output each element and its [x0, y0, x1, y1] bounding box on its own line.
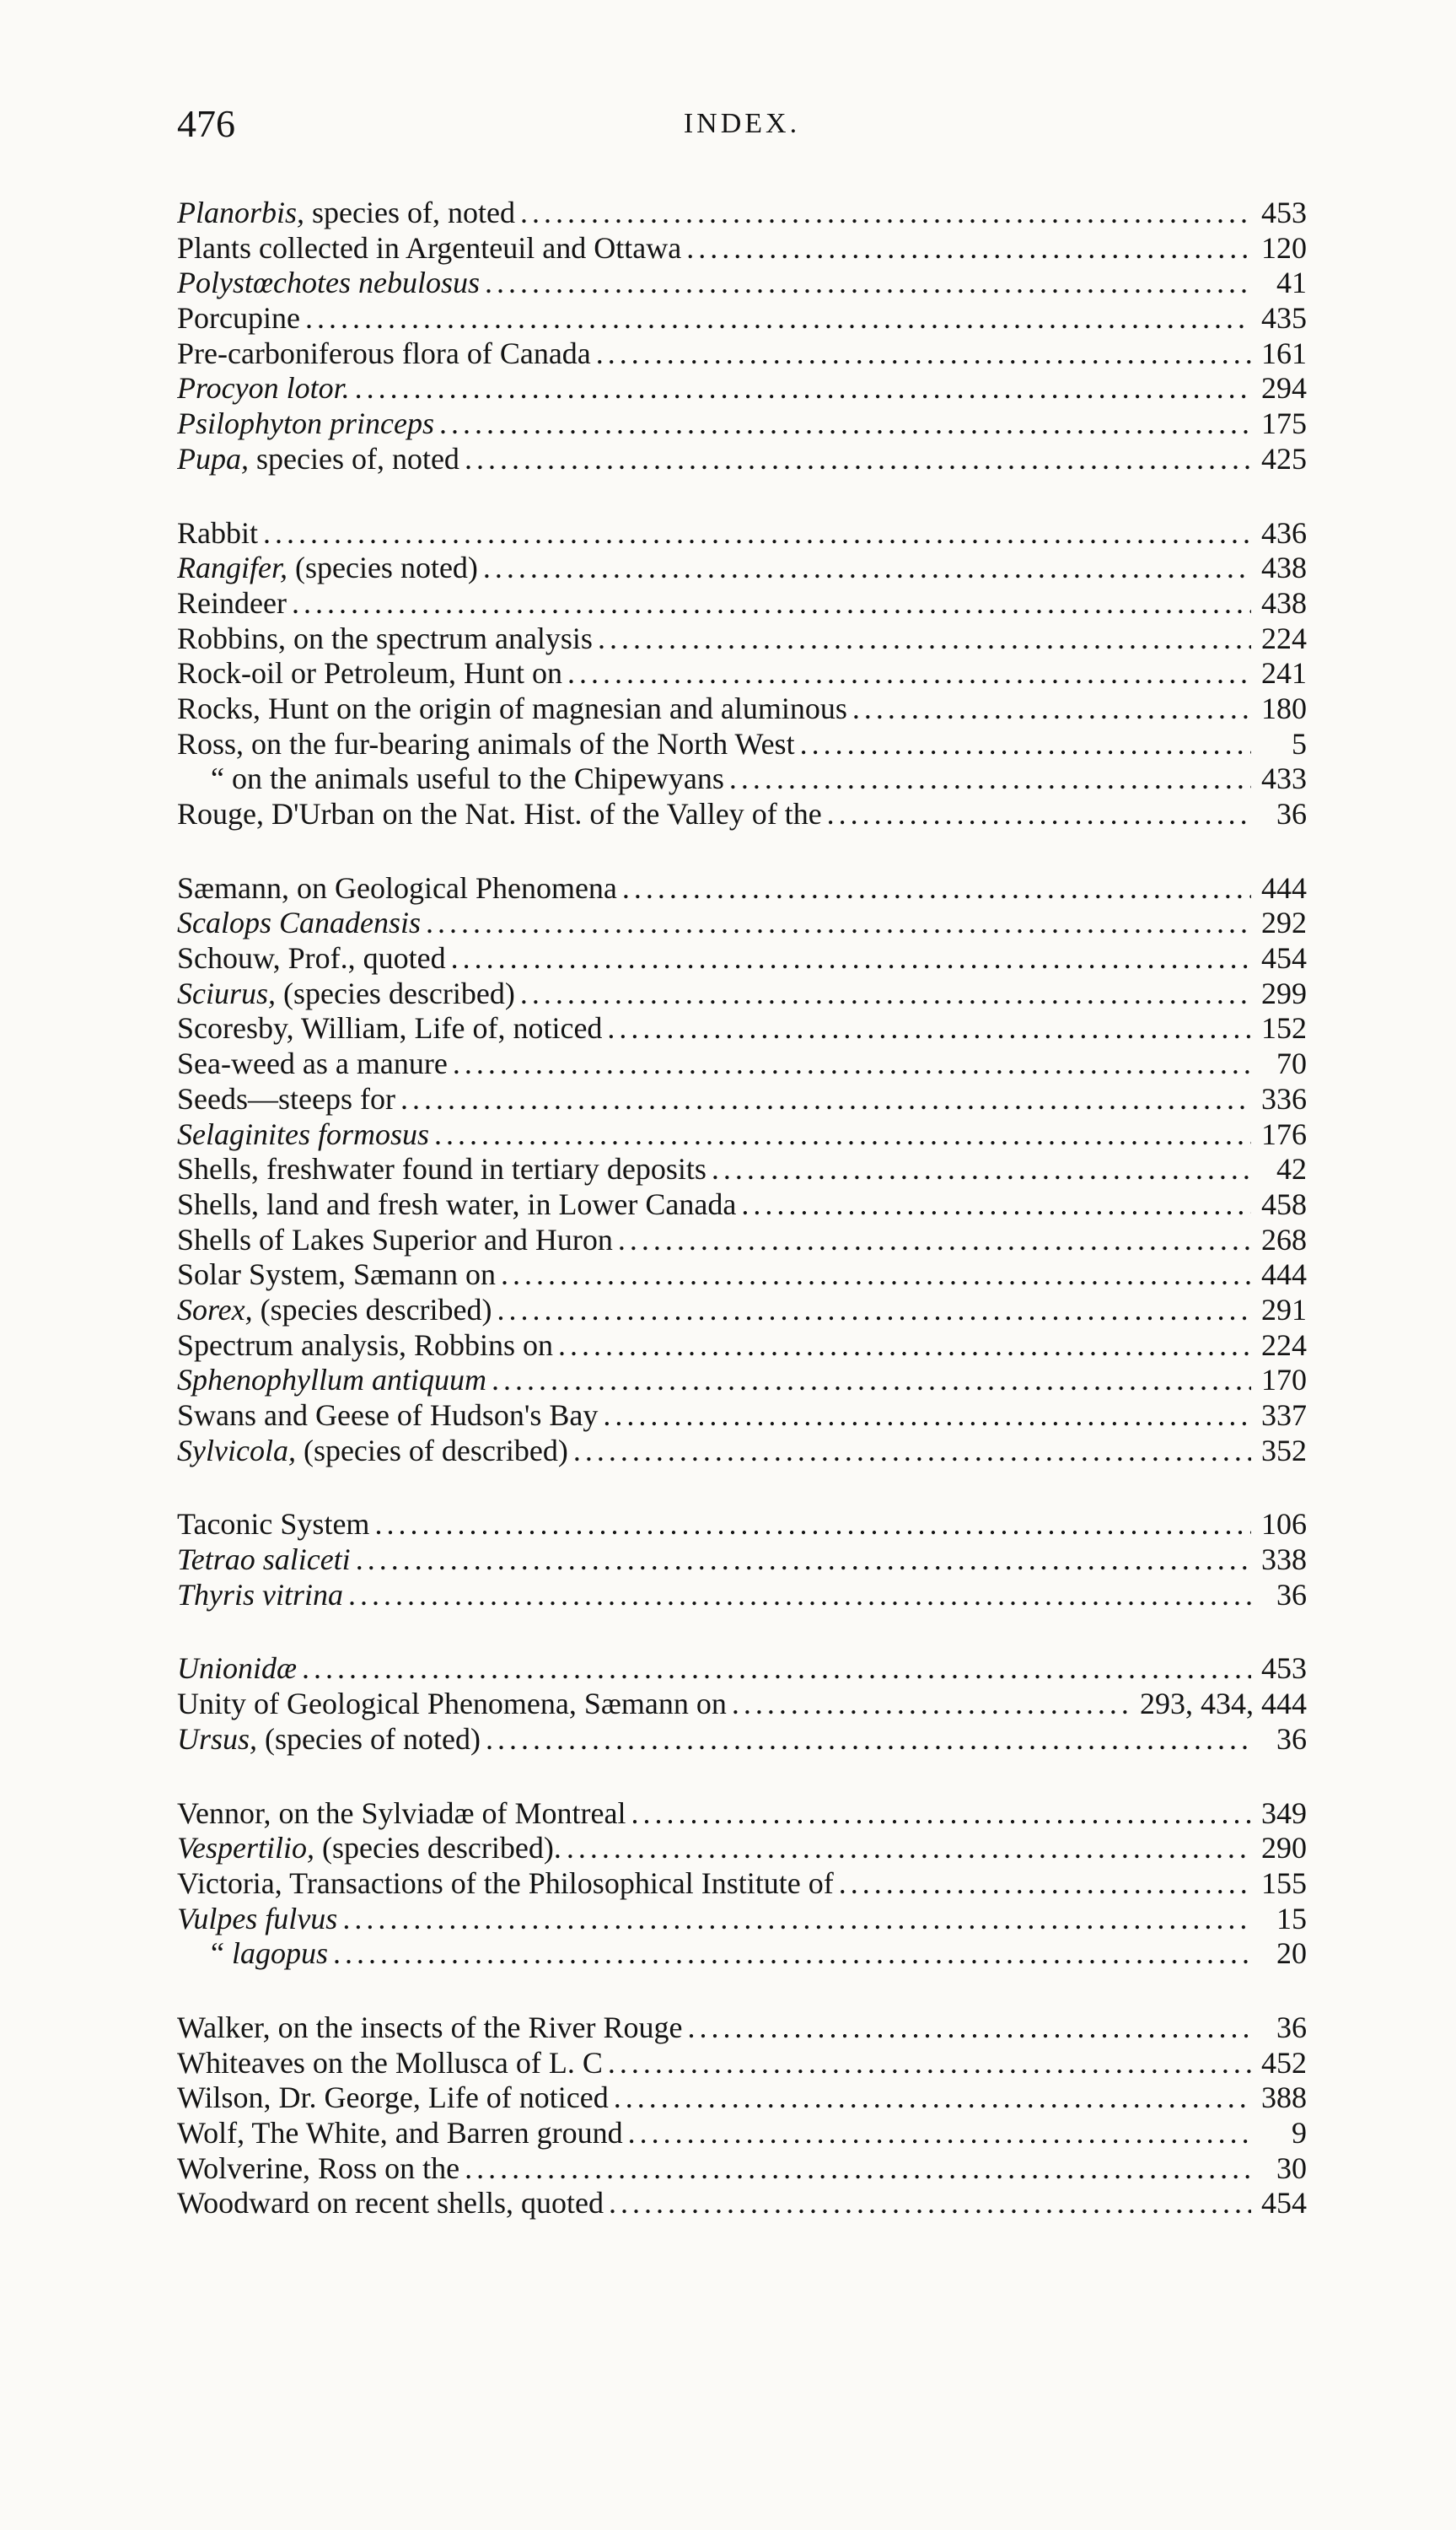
- entry-page-number: 268: [1261, 1222, 1307, 1257]
- entry-heading: [177, 551, 478, 586]
- dot-leader: [741, 1187, 1251, 1223]
- entry-heading: [177, 1507, 369, 1542]
- index-entry: [177, 1687, 1307, 1722]
- dot-leader: [852, 692, 1251, 727]
- entry-page-number: 294: [1261, 371, 1307, 406]
- entry-page-number: 425: [1261, 441, 1307, 476]
- dot-leader: [827, 797, 1251, 832]
- entry-page-number: 224: [1261, 621, 1307, 655]
- entry-text: Pre-carboniferous flora of Canada: [177, 336, 591, 370]
- index-group: [177, 196, 1307, 477]
- index-entry: [177, 442, 1307, 477]
- entry-heading: [177, 1434, 568, 1469]
- dot-leader: [465, 442, 1251, 477]
- entry-page-number: 436: [1261, 515, 1307, 550]
- index-entry: [177, 1651, 1307, 1687]
- entry-text: Taconic System: [177, 1507, 370, 1542]
- index-entry: [177, 551, 1307, 586]
- entry-italic-term: Selaginites formosus: [177, 1117, 430, 1151]
- entry-page-number: 453: [1261, 196, 1307, 229]
- index-list: [177, 196, 1307, 2260]
- dot-leader: [485, 266, 1251, 301]
- dot-leader: [628, 2116, 1251, 2151]
- entry-qualifier: (species noted): [287, 551, 478, 585]
- entry-page-number: 444: [1261, 870, 1307, 905]
- entry-heading: [177, 2046, 603, 2081]
- index-entry: [177, 1866, 1307, 1902]
- entry-heading: [177, 762, 724, 797]
- entry-heading: [177, 656, 562, 692]
- entry-text: Whiteaves on the Mollusca of L. C: [177, 2045, 603, 2080]
- entry-qualifier: (species described).: [314, 1831, 561, 1865]
- entry-page-number: 36: [1276, 1721, 1307, 1756]
- dot-leader: [839, 1866, 1251, 1902]
- entry-italic-term: Tetrao saliceti: [177, 1542, 351, 1577]
- entry-text: Woodward on recent shells, quoted: [177, 2186, 604, 2220]
- entry-page-number: 352: [1261, 1433, 1307, 1467]
- entry-heading: [177, 336, 591, 372]
- index-entry: [177, 622, 1307, 657]
- dot-leader: [355, 371, 1251, 406]
- entry-text: Wilson, Dr. George, Life of noticed: [177, 2081, 609, 2115]
- entry-heading: [177, 1687, 727, 1722]
- index-entry: [177, 1117, 1307, 1153]
- index-entry: [177, 1722, 1307, 1758]
- entry-italic-term: Scalops Canadensis: [177, 906, 422, 940]
- entry-qualifier: (species described): [276, 976, 515, 1010]
- entry-italic-term: Ursus,: [177, 1721, 258, 1756]
- dot-leader: [302, 1651, 1251, 1687]
- entry-italic-term: Polystœchotes nebulosus: [177, 266, 480, 300]
- index-entry: [177, 2151, 1307, 2187]
- index-entry: [177, 727, 1307, 762]
- index-entry: [177, 1047, 1307, 1082]
- index-entry: [177, 762, 1307, 797]
- index-entry: [177, 516, 1307, 552]
- entry-page-number: 336: [1261, 1081, 1307, 1116]
- entry-heading: [177, 1011, 602, 1047]
- dot-leader: [400, 1082, 1251, 1117]
- dot-leader: [501, 1257, 1251, 1293]
- dot-leader: [686, 231, 1251, 266]
- entry-page-number: 120: [1261, 230, 1307, 265]
- entry-page-number: 452: [1261, 2045, 1307, 2080]
- entry-page-number: 299: [1261, 976, 1307, 1010]
- entry-page-number: 338: [1261, 1542, 1307, 1577]
- entry-heading: [177, 1796, 626, 1832]
- entry-italic-term: Procyon lotor.: [177, 371, 350, 406]
- entry-text: Robbins, on the spectrum analysis: [177, 621, 593, 655]
- dot-leader: [598, 622, 1251, 657]
- dot-leader: [603, 1398, 1251, 1434]
- entry-text: Plants collected in Argenteuil and Ottawa: [177, 230, 682, 265]
- entry-italic-term: Sphenophyllum antiquum: [177, 1363, 486, 1397]
- index-entry: [177, 1082, 1307, 1117]
- entry-page-number: 337: [1261, 1398, 1307, 1432]
- entry-qualifier: species of, noted: [304, 196, 515, 229]
- entry-heading: [177, 406, 434, 442]
- dot-leader: [374, 1507, 1251, 1542]
- index-group: [177, 871, 1307, 1469]
- entry-page-number: 9: [1292, 2116, 1307, 2150]
- entry-page-number: 388: [1261, 2081, 1307, 2115]
- entry-italic-term: Vulpes fulvus: [177, 1901, 338, 1935]
- dot-leader: [567, 656, 1251, 692]
- entry-text: Spectrum analysis, Robbins on: [177, 1327, 553, 1362]
- entry-page-number: 438: [1261, 585, 1307, 620]
- entry-text: Rocks, Hunt on the origin of magnesian and aluminous: [177, 691, 847, 725]
- index-group: [177, 2011, 1307, 2221]
- entry-qualifier: (species described): [252, 1292, 492, 1327]
- index-group: [177, 1796, 1307, 1972]
- entry-heading: [177, 797, 822, 832]
- dot-leader: [426, 906, 1251, 941]
- entry-text: Swans and Geese of Hudson's Bay: [177, 1398, 599, 1432]
- entry-heading: [177, 1223, 613, 1258]
- entry-heading: [177, 2151, 459, 2187]
- dot-leader: [486, 1722, 1251, 1758]
- index-entry: [177, 1542, 1307, 1578]
- dot-leader: [263, 516, 1251, 552]
- running-head: INDEX.: [683, 108, 801, 139]
- entry-text: Rabbit: [177, 515, 258, 550]
- entry-page-number: 453: [1261, 1651, 1307, 1686]
- index-entry: [177, 301, 1307, 336]
- entry-page-number: 291: [1261, 1292, 1307, 1327]
- entry-heading: [177, 1542, 351, 1578]
- entry-heading: [177, 941, 446, 977]
- index-entry: [177, 1223, 1307, 1258]
- index-entry: [177, 1328, 1307, 1364]
- entry-page-number: 176: [1261, 1117, 1307, 1151]
- entry-text: “ on the animals useful to the Chipewyans: [211, 762, 724, 796]
- index-entry: [177, 1796, 1307, 1832]
- entry-text: Wolf, The White, and Barren ground: [177, 2116, 623, 2150]
- entry-page-number: 15: [1276, 1901, 1307, 1935]
- dot-leader: [356, 1542, 1251, 1578]
- page-header: [177, 101, 1307, 160]
- index-entry: [177, 1398, 1307, 1434]
- entry-text: Rouge, D'Urban on the Nat. Hist. of the Valley of the: [177, 797, 822, 831]
- entry-page-number: 161: [1261, 336, 1307, 370]
- entry-heading: [177, 586, 287, 622]
- dot-leader: [520, 196, 1251, 231]
- entry-heading: [177, 622, 593, 657]
- entry-heading: [177, 1047, 448, 1082]
- entry-page-number: 152: [1261, 1011, 1307, 1046]
- entry-italic-term: Sylvicola,: [177, 1433, 296, 1467]
- index-group: [177, 1507, 1307, 1612]
- dot-leader: [800, 727, 1251, 762]
- entry-heading: [177, 1722, 481, 1758]
- index-entry: [177, 656, 1307, 692]
- entry-text: Sæmann, on Geological Phenomena: [177, 870, 617, 905]
- index-entry: [177, 692, 1307, 727]
- entry-page-number: 36: [1276, 797, 1307, 831]
- entry-heading: [177, 1398, 598, 1434]
- index-entry: [177, 586, 1307, 622]
- index-entry: [177, 977, 1307, 1012]
- entry-heading: [177, 1082, 395, 1117]
- entry-text: Seeds—steeps for: [177, 1081, 395, 1116]
- index-entry: [177, 1363, 1307, 1398]
- entry-heading: [177, 1293, 492, 1328]
- entry-italic-term: Sorex,: [177, 1292, 253, 1327]
- dot-leader: [483, 551, 1251, 586]
- dot-leader: [434, 1117, 1251, 1153]
- dot-leader: [618, 1223, 1251, 1258]
- dot-leader: [614, 2081, 1251, 2116]
- entry-page-number: 241: [1261, 656, 1307, 691]
- index-entry: [177, 2046, 1307, 2081]
- index-entry: [177, 1936, 1307, 1972]
- index-entry: [177, 871, 1307, 907]
- dot-leader: [439, 406, 1251, 442]
- entry-heading: [177, 2116, 623, 2151]
- dot-leader: [567, 1831, 1251, 1866]
- entry-page-number: 438: [1261, 551, 1307, 585]
- entry-page-number: 175: [1261, 406, 1307, 441]
- dot-leader: [608, 2046, 1251, 2081]
- entry-page-number: 36: [1276, 1577, 1307, 1612]
- entry-heading: [177, 2186, 604, 2221]
- index-entry: [177, 1257, 1307, 1293]
- index-entry: [177, 371, 1307, 406]
- dot-leader: [497, 1293, 1251, 1328]
- entry-text: Solar System, Sæmann on: [177, 1257, 497, 1292]
- index-entry: [177, 406, 1307, 442]
- entry-qualifier: (species of noted): [257, 1721, 481, 1756]
- entry-qualifier: species of, noted: [249, 441, 459, 476]
- entry-heading: [177, 442, 459, 477]
- entry-heading: [177, 1936, 328, 1972]
- entry-text: Shells, land and fresh water, in Lower Canada: [177, 1187, 737, 1221]
- entry-text: Vennor, on the Sylviadæ of Montreal: [177, 1795, 626, 1830]
- entry-page-number: 30: [1276, 2150, 1307, 2185]
- index-entry: [177, 1152, 1307, 1187]
- entry-heading: [177, 1187, 736, 1223]
- entry-text: Ross, on the fur-bearing animals of the North West: [177, 726, 795, 761]
- entry-text: Porcupine: [177, 301, 300, 336]
- dot-leader: [451, 941, 1251, 977]
- entry-text: Wolverine, Ross on the: [177, 2150, 460, 2185]
- entry-text: Unity of Geological Phenomena, Sæmann on: [177, 1687, 727, 1721]
- entry-page-number: 42: [1276, 1152, 1307, 1187]
- entry-page-number: 106: [1261, 1507, 1307, 1542]
- dot-leader: [712, 1152, 1251, 1187]
- entry-page-number: 36: [1276, 2010, 1307, 2044]
- entry-heading: [177, 2011, 683, 2046]
- index-entry: [177, 1902, 1307, 1937]
- entry-italic-term: Thyris vitrina: [177, 1577, 344, 1612]
- entry-heading: [177, 1902, 337, 1937]
- entry-text: Reindeer: [177, 585, 287, 620]
- entry-heading: [177, 2081, 609, 2116]
- dot-leader: [453, 1047, 1251, 1082]
- index-entry: [177, 1831, 1307, 1866]
- dot-leader: [688, 2011, 1251, 2046]
- dot-leader: [732, 1687, 1135, 1722]
- dot-leader: [558, 1328, 1251, 1364]
- entry-heading: [177, 1363, 486, 1398]
- entry-text: Victoria, Transactions of the Philosophical Institute of: [177, 1865, 834, 1900]
- index-entry: [177, 1293, 1307, 1328]
- entry-heading: [177, 516, 258, 552]
- index-entry: [177, 1507, 1307, 1542]
- dot-leader: [573, 1434, 1251, 1469]
- entry-text: Sea-weed as a manure: [177, 1047, 448, 1081]
- dot-leader: [596, 336, 1251, 372]
- entry-page-number: 20: [1276, 1936, 1307, 1971]
- index-entry: [177, 1578, 1307, 1613]
- entry-page-number: 180: [1261, 691, 1307, 725]
- entry-italic-term: Unionidæ: [177, 1651, 298, 1686]
- dot-leader: [729, 762, 1251, 797]
- entry-page-number: 155: [1261, 1865, 1307, 1900]
- entry-italic-term: Sciurus,: [177, 976, 276, 1010]
- entry-page-number: 5: [1292, 726, 1307, 761]
- entry-heading: [177, 1651, 297, 1687]
- entry-text: Scoresby, William, Life of, noticed: [177, 1011, 603, 1046]
- entry-heading: [177, 1117, 429, 1153]
- dot-leader: [465, 2151, 1251, 2187]
- entry-heading: [177, 871, 617, 907]
- entry-page-number: 458: [1261, 1187, 1307, 1221]
- entry-heading: [177, 1831, 561, 1866]
- entry-text: Rock-oil or Petroleum, Hunt on: [177, 656, 562, 691]
- entry-page-number: 224: [1261, 1327, 1307, 1362]
- dot-leader: [342, 1902, 1251, 1937]
- index-entry: [177, 231, 1307, 266]
- index-entry: [177, 2186, 1307, 2221]
- entry-text: Walker, on the insects of the River Rouge: [177, 2010, 683, 2044]
- entry-heading: [177, 231, 681, 266]
- dot-leader: [622, 871, 1251, 907]
- entry-page-number: 290: [1261, 1831, 1307, 1865]
- entry-page-number: 454: [1261, 941, 1307, 976]
- dot-leader: [520, 977, 1251, 1012]
- entry-page-number: 454: [1261, 2186, 1307, 2220]
- index-entry: [177, 266, 1307, 301]
- entry-italic-term: Planorbis,: [177, 196, 305, 229]
- index-entry: [177, 941, 1307, 977]
- entry-heading: [177, 1152, 707, 1187]
- entry-page-number: 433: [1261, 762, 1307, 796]
- entry-heading: [177, 266, 480, 301]
- index-entry: [177, 1011, 1307, 1047]
- index-entry: [177, 2011, 1307, 2046]
- entry-italic-term: Pupa,: [177, 441, 249, 476]
- index-entry: [177, 906, 1307, 941]
- entry-page-number: 70: [1276, 1047, 1307, 1081]
- entry-qualifier: (species of described): [295, 1433, 568, 1467]
- index-entry: [177, 196, 1307, 231]
- dot-leader: [305, 301, 1251, 336]
- index-group: [177, 516, 1307, 832]
- entry-text: “: [211, 1936, 232, 1971]
- entry-page-number: 170: [1261, 1363, 1307, 1397]
- index-entry: [177, 1434, 1307, 1469]
- entry-heading: [177, 727, 795, 762]
- dot-leader: [492, 1363, 1251, 1398]
- entry-page-number: 444: [1261, 1257, 1307, 1292]
- entry-heading: [177, 692, 847, 727]
- entry-text: Shells, freshwater found in tertiary deposits: [177, 1152, 707, 1187]
- page-number: 476: [177, 102, 235, 145]
- entry-heading: [177, 301, 300, 336]
- entry-italic-term: Vespertilio,: [177, 1831, 314, 1865]
- dot-leader: [609, 2186, 1251, 2221]
- index-entry: [177, 1187, 1307, 1223]
- index-entry: [177, 797, 1307, 832]
- index-entry: [177, 2116, 1307, 2151]
- entry-italic-term: lagopus: [231, 1936, 328, 1971]
- entry-text: Shells of Lakes Superior and Huron: [177, 1222, 613, 1257]
- entry-heading: [177, 977, 515, 1012]
- entry-page-number: 349: [1261, 1795, 1307, 1830]
- entry-page-number: 292: [1261, 906, 1307, 940]
- entry-heading: [177, 1866, 834, 1902]
- entry-italic-term: Psilophyton princeps: [177, 406, 434, 441]
- entry-page-number: 293, 434, 444: [1140, 1687, 1307, 1721]
- entry-heading: [177, 1578, 343, 1613]
- index-entry: [177, 336, 1307, 372]
- entry-italic-term: Rangifer,: [177, 551, 287, 585]
- dot-leader: [348, 1578, 1251, 1613]
- entry-heading: [177, 906, 421, 941]
- entry-heading: [177, 371, 350, 406]
- dot-leader: [292, 586, 1251, 622]
- dot-leader: [607, 1011, 1251, 1047]
- dot-leader: [333, 1936, 1251, 1972]
- entry-page-number: 435: [1261, 301, 1307, 336]
- index-entry: [177, 2081, 1307, 2116]
- index-group: [177, 1651, 1307, 1757]
- entry-heading: [177, 1257, 496, 1293]
- entry-heading: [177, 196, 515, 231]
- entry-page-number: 41: [1276, 266, 1307, 300]
- entry-text: Schouw, Prof., quoted: [177, 941, 446, 976]
- entry-heading: [177, 1328, 553, 1364]
- dot-leader: [631, 1796, 1251, 1832]
